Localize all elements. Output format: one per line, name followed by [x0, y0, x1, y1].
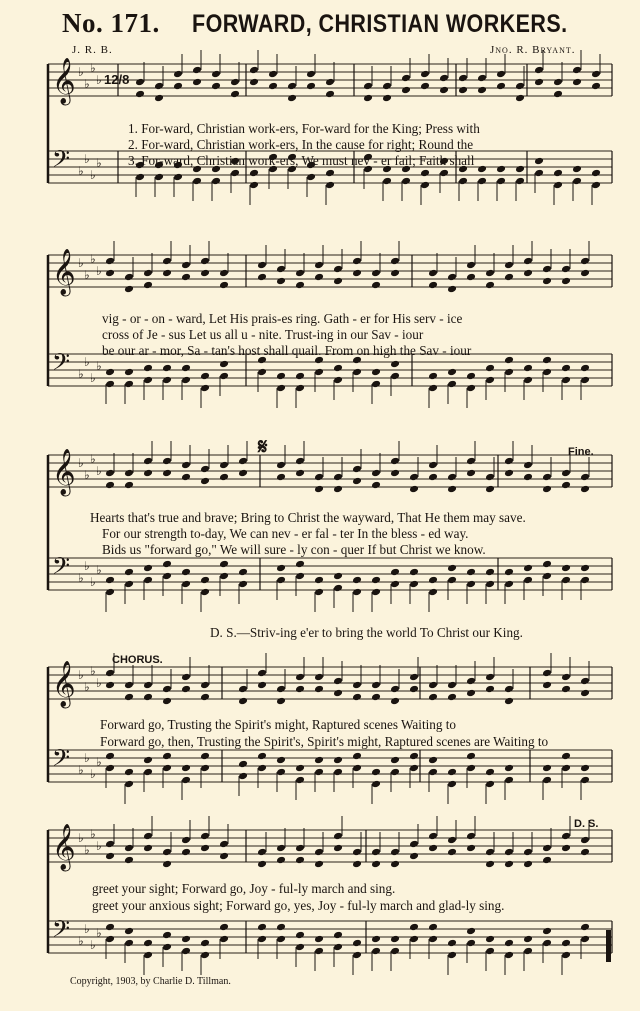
- svg-text:♭: ♭: [84, 922, 90, 936]
- svg-text:♭: ♭: [96, 359, 102, 373]
- svg-text:♭: ♭: [96, 156, 102, 170]
- svg-text:♭: ♭: [90, 664, 96, 678]
- chorus-line-4: greet your anxious sight; Forward go, yes, Joy - ful-ly march and glad-ly sing.: [92, 898, 505, 913]
- svg-text:♭: ♭: [84, 843, 90, 857]
- svg-text:♭: ♭: [90, 452, 96, 466]
- svg-text:♭: ♭: [78, 763, 84, 777]
- svg-text:𝄢: 𝄢: [52, 348, 71, 381]
- music-by: Jno. R. Bryant.: [490, 44, 576, 56]
- svg-text:♭: ♭: [78, 164, 84, 178]
- svg-text:𝄢: 𝄢: [52, 145, 71, 178]
- svg-text:𝄞: 𝄞: [52, 249, 76, 295]
- verse-1-line-2: vig - or - on - ward, Let His prais-es ring. Gath - er for His serv - ice: [102, 311, 463, 326]
- verse-1-line-3: Hearts that's true and brave; Bring to Christ the wayward, That He them may save.: [90, 510, 526, 525]
- time-signature-top: 12/8: [104, 72, 130, 87]
- svg-text:♭: ♭: [84, 268, 90, 282]
- svg-text:♭: ♭: [90, 252, 96, 266]
- verse-1-line-1: 1. For-ward, Christian work-ers, For-ward for the King; Press with: [128, 121, 480, 136]
- svg-text:𝄢: 𝄢: [52, 915, 71, 948]
- svg-text:♭: ♭: [84, 77, 90, 91]
- verse-2-line-2: cross of Je - sus Let us all u - nite. Trust-ing in our Sav - iour: [102, 327, 424, 342]
- svg-text:♭: ♭: [90, 371, 96, 385]
- copyright: Copyright, 1903, by Charlie D. Tillman.: [70, 976, 231, 987]
- chorus-line-2: Forward go, then, Trusting the Spirit's, Spirit's might, Raptured scenes are Waiting to: [100, 734, 549, 749]
- verse-3-line-2: be our ar - mor, Sa - tan's host shall quail. From on high the Sav - iour: [102, 343, 472, 358]
- ds-marker: D. S.: [574, 818, 599, 830]
- verse-3-line-3: Bids us "forward go," We will sure - ly con - quer If but Christ we know.: [102, 542, 486, 557]
- svg-text:♭: ♭: [84, 751, 90, 765]
- svg-text:𝄞: 𝄞: [52, 661, 76, 707]
- svg-text:♭: ♭: [84, 468, 90, 482]
- svg-text:♭: ♭: [96, 839, 102, 853]
- svg-text:♭: ♭: [90, 827, 96, 841]
- svg-text:𝄞: 𝄞: [52, 58, 76, 104]
- chorus-line-1: Forward go, Trusting the Spirit's might, Raptured scenes Waiting to: [100, 717, 457, 732]
- svg-text:♭: ♭: [96, 264, 102, 278]
- svg-text:♭: ♭: [90, 938, 96, 952]
- svg-text:♭: ♭: [90, 168, 96, 182]
- svg-text:♭: ♭: [78, 668, 84, 682]
- svg-text:♭: ♭: [96, 755, 102, 769]
- fine-marker: Fine.: [568, 446, 594, 458]
- svg-text:♭: ♭: [84, 355, 90, 369]
- svg-text:♭: ♭: [96, 563, 102, 577]
- svg-text:♭: ♭: [84, 559, 90, 573]
- svg-text:♭: ♭: [96, 676, 102, 690]
- svg-text:𝄞: 𝄞: [52, 449, 76, 495]
- words-by: J. R. B.: [72, 44, 113, 56]
- hymn-title: FORWARD, CHRISTIAN WORKERS.: [192, 10, 568, 38]
- svg-text:♭: ♭: [78, 571, 84, 585]
- ds-text: D. S.—Striv-ing e'er to bring the world To Christ our King.: [210, 625, 523, 640]
- svg-text:♭: ♭: [90, 767, 96, 781]
- svg-text:𝄢: 𝄢: [52, 744, 71, 777]
- verse-3-line-1: 3. For-ward, Christian work-ers, We must nev - er fail; Faith shall: [128, 153, 475, 168]
- segno-sign: 𝄋: [258, 434, 268, 459]
- svg-text:♭: ♭: [96, 464, 102, 478]
- verse-2-line-3: For our strength to-day, We can nev - er fal - ter In the bless - ed way.: [102, 526, 469, 541]
- svg-text:♭: ♭: [96, 73, 102, 87]
- svg-text:♭: ♭: [78, 934, 84, 948]
- chorus-line-3: greet your sight; Forward go, Joy - ful-ly march and sing.: [92, 881, 396, 896]
- svg-text:♭: ♭: [96, 926, 102, 940]
- chorus-label: CHORUS.: [112, 654, 163, 666]
- svg-text:♭: ♭: [78, 256, 84, 270]
- svg-text:♭: ♭: [90, 61, 96, 75]
- svg-text:♭: ♭: [84, 680, 90, 694]
- svg-text:♭: ♭: [78, 367, 84, 381]
- svg-text:♭: ♭: [90, 575, 96, 589]
- svg-text:♭: ♭: [78, 456, 84, 470]
- svg-text:♭: ♭: [84, 152, 90, 166]
- svg-text:♭: ♭: [78, 65, 84, 79]
- svg-text:𝄞: 𝄞: [52, 824, 76, 870]
- svg-text:𝄢: 𝄢: [52, 552, 71, 585]
- verse-2-line-1: 2. For-ward, Christian work-ers, In the cause for right; Round the: [128, 137, 474, 152]
- svg-text:♭: ♭: [78, 831, 84, 845]
- hymn-number: No. 171.: [62, 8, 160, 38]
